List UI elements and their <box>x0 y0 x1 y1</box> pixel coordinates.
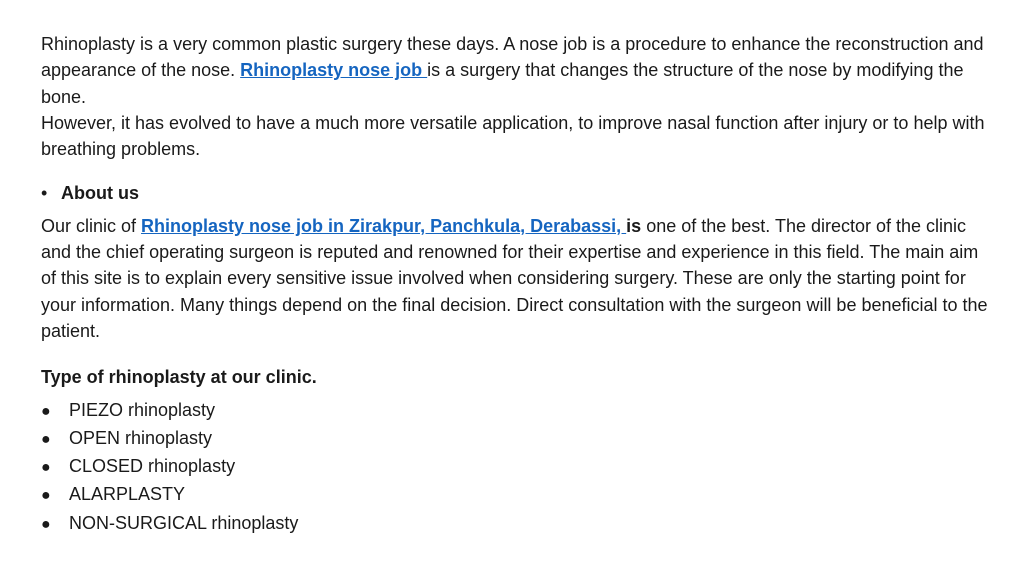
rhinoplasty-types-list <box>41 397 991 538</box>
bullet-icon: ● <box>41 487 51 505</box>
about-us-heading-row <box>41 180 991 206</box>
about-us-heading: About us <box>61 183 139 204</box>
about-text-2: one of the best. The director of the clinic and the chief operating surgeon is reputed and renowned for their expertise and experience in this field. The main aim of this site is to explain every sensitive issue involved when considering surgery. These are only the starting point for your information. Many things depend on the final decision. Direct consultation with the surgeon will be beneficial to the patient. <box>41 215 988 341</box>
list-item <box>41 510 991 538</box>
about-text-1: Our clinic of <box>41 215 142 236</box>
about-bold-is: is <box>626 215 642 236</box>
list-item <box>41 397 991 425</box>
bullet-icon: ● <box>41 430 51 448</box>
bullet-icon: • <box>41 183 48 204</box>
intro-paragraph-2: However, it has evolved to have a much more versatile application, to improve nasal function after injury or to help with breathing problems. <box>41 112 985 160</box>
types-heading: Type of rhinoplasty at our clinic. <box>41 367 317 388</box>
list-item <box>41 453 991 481</box>
intro-text-2: is a surgery that changes the structure of the nose by modifying the bone. <box>41 60 964 107</box>
list-item-label: ALARPLASTY <box>69 484 186 505</box>
rhinoplasty-zirakpur-link[interactable]: Rhinoplasty nose job in Zirakpur, Panchkula, Derabassi, <box>141 215 627 236</box>
list-item <box>41 481 991 509</box>
rhinoplasty-nose-job-link[interactable]: Rhinoplasty nose job <box>240 60 428 81</box>
list-item-label: NON-SURGICAL rhinoplasty <box>69 512 299 533</box>
intro-text-1: Rhinoplasty is a very common plastic surgery these days. A nose job is a procedure to enhance the reconstruction and appearance of the nose. <box>41 34 984 81</box>
document-page <box>41 31 991 538</box>
intro-paragraph <box>41 31 991 110</box>
list-item-label: OPEN rhinoplasty <box>69 427 213 448</box>
list-item-label: PIEZO rhinoplasty <box>69 399 216 420</box>
about-paragraph <box>41 213 991 344</box>
bullet-icon: ● <box>41 515 51 533</box>
bullet-icon: ● <box>41 402 51 420</box>
bullet-icon: ● <box>41 459 51 477</box>
list-item-label: CLOSED rhinoplasty <box>69 456 236 477</box>
list-item <box>41 425 991 453</box>
